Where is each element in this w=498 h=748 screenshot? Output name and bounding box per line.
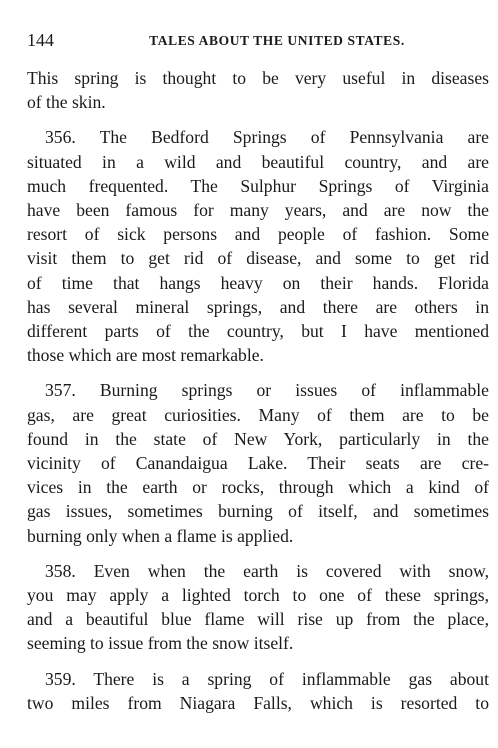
text-line: vicinity of Canandaigua Lake. Their seats are cre-: [27, 453, 489, 474]
body-text: [27, 66, 489, 715]
text-line: different parts of the country, but I have mentioned: [27, 321, 489, 342]
page-number: 144: [27, 30, 54, 50]
text-line: visit them to get rid of disease, and some to get rid: [27, 248, 489, 269]
paragraph-continuation: [27, 66, 489, 114]
paragraph-358: [27, 559, 489, 656]
paragraph-357: [27, 378, 489, 547]
text-line: situated in a wild and beautiful country, and are: [27, 151, 489, 172]
text-line: have been famous for many years, and are now the: [27, 200, 489, 221]
paragraph-359: [27, 667, 489, 715]
text-line: and a beautiful blue flame will rise up from the place,: [27, 609, 489, 630]
text-line: burning only when a flame is applied.: [27, 525, 294, 546]
text-line: two miles from Niagara Falls, which is resorted to: [27, 692, 489, 713]
text-line: of the skin.: [27, 92, 106, 113]
text-line: much frequented. The Sulphur Springs of Virginia: [27, 175, 489, 196]
text-line: you may apply a lighted torch to one of these springs,: [27, 585, 489, 606]
text-line: 358. Even when the earth is covered with snow,: [45, 560, 489, 581]
text-line: those which are most remarkable.: [27, 345, 264, 366]
text-line: vices in the earth or rocks, through which a kind of: [27, 477, 489, 498]
paragraph-356: [27, 125, 489, 367]
text-line: gas, are great curiosities. Many of them are to be: [27, 404, 489, 425]
text-line: 356. The Bedford Springs of Pennsylvania are: [45, 127, 489, 148]
running-head: [27, 28, 489, 52]
text-line: This spring is thought to be very useful in diseases: [27, 68, 489, 88]
text-line: has several mineral springs, and there are others in: [27, 296, 489, 317]
text-line: found in the state of New York, particularly in the: [27, 428, 489, 449]
text-line: gas issues, sometimes burning of itself, and sometimes: [27, 501, 489, 522]
text-line: resort of sick persons and people of fashion. Some: [27, 224, 489, 245]
text-line: of time that hangs heavy on their hands. Florida: [27, 272, 489, 293]
text-line: 357. Burning springs or issues of inflammable: [45, 380, 489, 401]
book-page: [27, 28, 489, 726]
text-line: seeming to issue from the snow itself.: [27, 633, 294, 654]
text-line: 359. There is a spring of inflammable gas about: [45, 668, 489, 689]
running-title: TALES ABOUT THE UNITED STATES.: [149, 33, 405, 48]
